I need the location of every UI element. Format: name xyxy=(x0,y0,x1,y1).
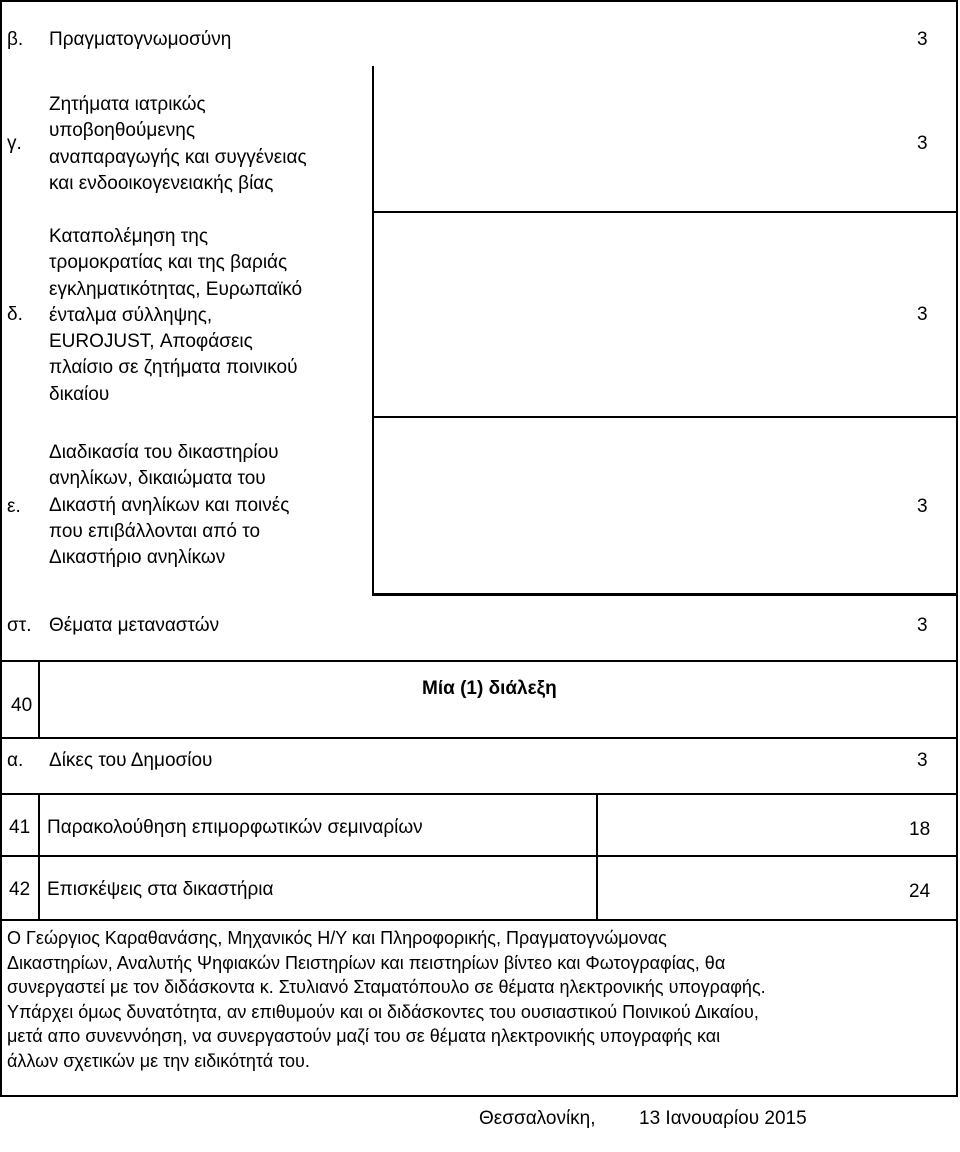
topic-line: EUROJUST, Αποφάσεις xyxy=(49,331,253,353)
grid-line xyxy=(372,211,958,213)
topic-line: που επιβάλλονται από το xyxy=(49,520,261,542)
grid-line xyxy=(0,919,958,921)
topic-title: Θέματα μεταναστών xyxy=(49,615,220,636)
hours-value: 3 xyxy=(917,496,928,517)
grid-line xyxy=(0,1095,958,1097)
note-paragraph xyxy=(7,926,957,1073)
topic-line: αναπαραγωγής και συγγένειας xyxy=(49,146,307,168)
grid-line xyxy=(0,737,958,739)
note-line: Ο Γεώργιος Καραθανάσης, Μηχανικός Η/Υ και Πληροφορικής, Πραγματογνώμονας xyxy=(7,928,667,948)
grid-line xyxy=(372,593,958,596)
note-line: Δικαστηρίων, Αναλυτής Ψηφιακών Πειστηρίων και πειστηρίων βίντεο και Φωτογραφίας, θα xyxy=(7,952,726,973)
hours-value: 18 xyxy=(909,819,931,840)
topic-line: ένταλμα σύλληψης, xyxy=(49,304,213,326)
row-label: στ. xyxy=(7,615,32,636)
topic-line: δικαίου xyxy=(49,383,110,405)
topic-line: τρομοκρατίας και της βαριάς xyxy=(49,252,288,274)
grid-line xyxy=(38,662,40,738)
row-number: 40 xyxy=(11,695,33,716)
grid-line xyxy=(38,794,40,920)
signature-date: 13 Ιανουαρίου 2015 xyxy=(639,1108,807,1129)
topic-title: Δίκες του Δημοσίου xyxy=(49,750,213,771)
hours-value: 3 xyxy=(917,29,928,50)
grid-line xyxy=(372,66,374,594)
hours-value: 3 xyxy=(917,304,928,325)
topic-title: Παρακολούθηση επιμορφωτικών σεμιναρίων xyxy=(47,817,423,838)
topic-line: Δικαστήριο ανηλίκων xyxy=(49,547,226,569)
grid-line xyxy=(372,416,958,418)
signature-place: Θεσσαλονίκη, xyxy=(479,1108,596,1129)
hours-value: 3 xyxy=(917,133,928,154)
topic-line: υποβοηθούμενης xyxy=(49,120,196,142)
topic-title xyxy=(49,440,289,571)
hours-value: 3 xyxy=(917,615,928,636)
row-number: 41 xyxy=(9,817,31,838)
grid-line xyxy=(0,793,958,795)
grid-line xyxy=(0,660,958,662)
topic-title xyxy=(49,224,302,408)
topic-line: Διαδικασία του δικαστηρίου xyxy=(49,442,279,463)
topic-line: πλαίσιο σε ζητήματα ποινικού xyxy=(49,357,298,379)
row-number: 42 xyxy=(9,879,31,900)
grid-line xyxy=(0,0,2,1096)
section-heading: Μία (1) διάλεξη xyxy=(422,678,557,699)
hours-value: 3 xyxy=(917,750,928,771)
topic-line: και ενδοοικογενειακής βίας xyxy=(49,172,274,194)
row-label: β. xyxy=(7,29,24,50)
grid-line xyxy=(0,0,958,2)
grid-line xyxy=(0,855,958,857)
topic-line: Καταπολέμηση της xyxy=(49,226,208,247)
row-label: δ. xyxy=(7,304,23,325)
row-label: γ. xyxy=(7,133,22,154)
hours-value: 24 xyxy=(909,881,931,902)
note-line: συνεργαστεί με τον διδάσκοντα κ. Στυλιανό Σταματόπουλο σε θέματα ηλεκτρονικής υπογραφής. xyxy=(7,977,766,997)
note-line: Υπάρχει όμως δυνατότητα, αν επιθυμούν και οι διδάσκοντες του ουσιαστικού Ποινικού Δικαίου, xyxy=(7,1001,759,1022)
row-label: ε. xyxy=(7,496,21,517)
note-line: μετά απο συνεννόηση, να συνεργαστούν μαζί του σε θέματα ηλεκτρονικής υπογραφής και xyxy=(7,1026,721,1046)
topic-line: εγκληματικότητας, Ευρωπαϊκό xyxy=(49,278,303,300)
topic-line: Ζητήματα ιατρικώς xyxy=(49,94,206,115)
topic-line: ανηλίκων, δικαιώματα του xyxy=(49,468,266,490)
note-line: άλλων σχετικών με την ειδικότητά του. xyxy=(7,1050,310,1071)
topic-line: Δικαστή ανηλίκων και ποινές xyxy=(49,494,290,516)
topic-title: Επισκέψεις στα δικαστήρια xyxy=(47,879,274,900)
topic-title xyxy=(49,92,307,197)
grid-line xyxy=(596,794,598,920)
row-label: α. xyxy=(7,750,24,771)
topic-title: Πραγματογνωμοσύνη xyxy=(49,29,232,50)
